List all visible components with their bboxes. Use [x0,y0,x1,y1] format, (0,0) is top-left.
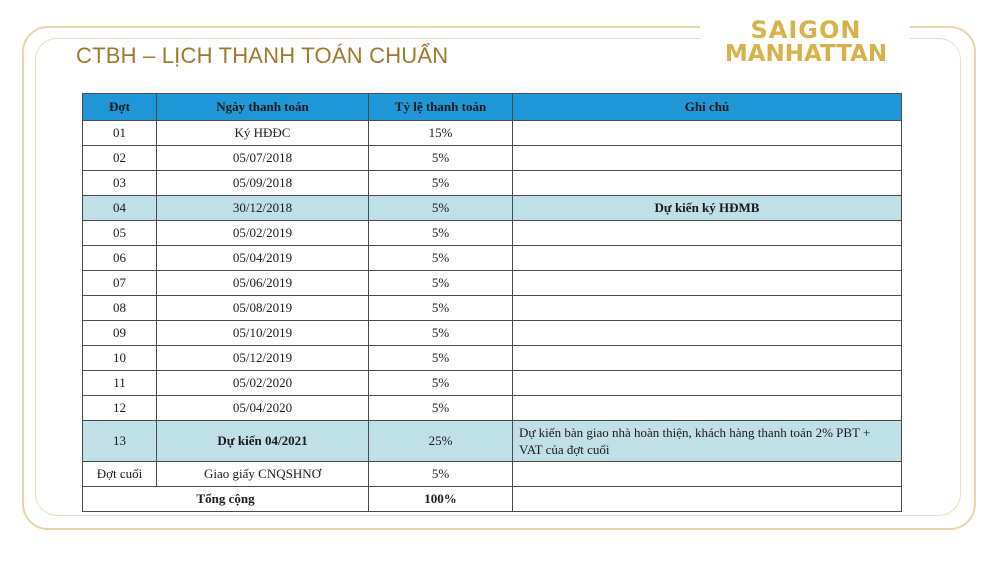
cell-dot: 11 [83,371,157,396]
cell-rate: 5% [369,296,513,321]
table-row [83,321,902,346]
cell-rate: 25% [369,421,513,462]
cell-dot: 12 [83,396,157,421]
total-label: Tổng cộng [83,487,369,512]
table-row [83,371,902,396]
cell-note: Dự kiến bàn giao nhà hoàn thiện, khách hàng thanh toán 2% PBT + VAT của đợt cuối [513,421,902,462]
cell-note [513,462,902,487]
cell-rate: 5% [369,221,513,246]
cell-note [513,396,902,421]
header-rate: Tỷ lệ thanh toán [369,94,513,121]
cell-note [513,121,902,146]
cell-dot: 04 [83,196,157,221]
table-row [83,346,902,371]
cell-date: Giao giấy CNQSHNƠ [157,462,369,487]
header-note: Ghi chú [513,94,902,121]
cell-rate: 5% [369,271,513,296]
cell-dot: 08 [83,296,157,321]
table-row-highlighted [83,196,902,221]
table-row [83,146,902,171]
cell-note [513,487,902,512]
table-row [83,296,902,321]
table-row [83,462,902,487]
table-row [83,221,902,246]
cell-dot: 06 [83,246,157,271]
logo-line-1: SAIGON [750,16,862,44]
cell-rate: 5% [369,321,513,346]
cell-rate: 5% [369,346,513,371]
cell-dot: 13 [83,421,157,462]
cell-rate: 5% [369,171,513,196]
cell-note [513,246,902,271]
cell-date: Ký HĐĐC [157,121,369,146]
cell-note [513,271,902,296]
table-row-highlighted [83,421,902,462]
table-row [83,271,902,296]
cell-rate: 5% [369,146,513,171]
table-header-row [83,94,902,121]
cell-rate: 5% [369,462,513,487]
cell-note [513,146,902,171]
cell-dot: 10 [83,346,157,371]
cell-rate: 5% [369,371,513,396]
header-dot: Đợt [83,94,157,121]
cell-rate: 5% [369,196,513,221]
table-row [83,396,902,421]
cell-rate: 5% [369,396,513,421]
cell-note [513,221,902,246]
total-rate: 100% [369,487,513,512]
cell-date: 05/06/2019 [157,271,369,296]
saigon-manhattan-logo [706,18,906,66]
cell-note [513,171,902,196]
table-row [83,171,902,196]
cell-date: 30/12/2018 [157,196,369,221]
cell-date: Dự kiến 04/2021 [157,421,369,462]
cell-date: 05/12/2019 [157,346,369,371]
cell-rate: 5% [369,246,513,271]
cell-note [513,346,902,371]
cell-dot: 05 [83,221,157,246]
cell-date: 05/07/2018 [157,146,369,171]
cell-note [513,371,902,396]
cell-dot: 07 [83,271,157,296]
table-row [83,121,902,146]
cell-dot: 09 [83,321,157,346]
cell-date: 05/04/2020 [157,396,369,421]
cell-date: 05/04/2019 [157,246,369,271]
table-total-row [83,487,902,512]
table-row [83,246,902,271]
cell-rate: 15% [369,121,513,146]
cell-dot: Đợt cuối [83,462,157,487]
cell-date: 05/10/2019 [157,321,369,346]
cell-dot: 01 [83,121,157,146]
cell-date: 05/02/2019 [157,221,369,246]
cell-dot: 02 [83,146,157,171]
cell-date: 05/02/2020 [157,371,369,396]
payment-schedule-table [82,93,902,512]
cell-dot: 03 [83,171,157,196]
header-date: Ngày thanh toán [157,94,369,121]
page-title: CTBH – LỊCH THANH TOÁN CHUẨN [76,43,449,68]
cell-note [513,296,902,321]
cell-note: Dự kiến ký HĐMB [513,196,902,221]
cell-note [513,321,902,346]
cell-date: 05/08/2019 [157,296,369,321]
logo-line-2: MANHATTAN [724,41,888,67]
cell-date: 05/09/2018 [157,171,369,196]
